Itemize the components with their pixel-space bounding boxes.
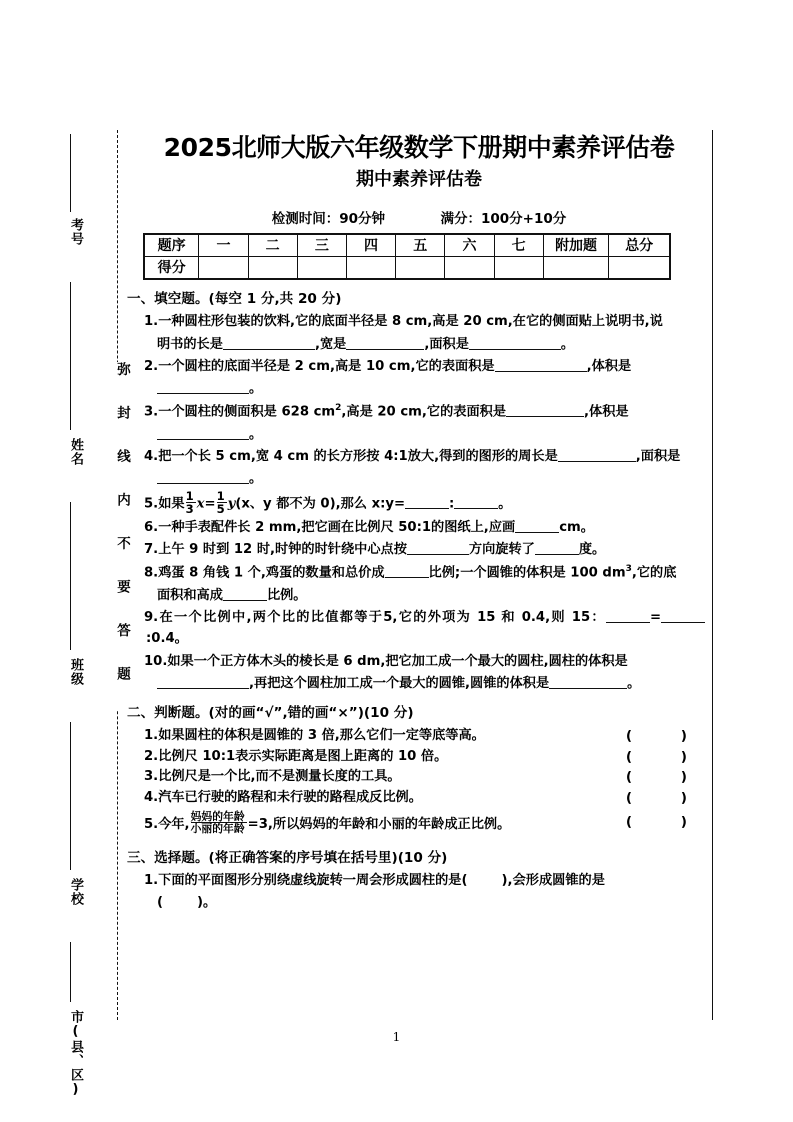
question-fill-9 xyxy=(133,607,705,650)
answer-blank[interactable] xyxy=(223,587,267,601)
score-header-3: 三 xyxy=(297,234,346,257)
fraction-numerator: 1 xyxy=(185,488,194,503)
question-text-a: 一个圆柱的底面半径是 2 cm,高是 10 cm,它的表面积是 xyxy=(158,358,495,374)
question-fill-1-line2 xyxy=(133,334,705,355)
answer-blank[interactable] xyxy=(157,380,249,394)
answer-blank[interactable] xyxy=(157,470,249,484)
question-text-c: :0.4。 xyxy=(146,631,188,647)
question-fill-2-line2 xyxy=(133,378,705,399)
table-row-scores xyxy=(144,256,670,279)
question-text-a: 今年, xyxy=(158,816,190,832)
question-tf-5 xyxy=(133,809,709,836)
answer-blank[interactable] xyxy=(506,403,584,417)
page-subtitle: 期中素养评估卷 xyxy=(356,169,482,191)
question-fill-6 xyxy=(133,517,705,538)
question-mc-1-line2 xyxy=(133,892,705,913)
fraction-one-fifth xyxy=(217,490,227,515)
score-cell-2[interactable] xyxy=(248,256,297,279)
answer-blank[interactable] xyxy=(385,564,429,578)
question-text-b: (x、y 都不为 0),那么 x:y= xyxy=(235,496,405,512)
fraction-numerator: 妈妈的年龄 xyxy=(190,809,245,823)
question-number: 3. xyxy=(144,404,159,420)
seal-label-city-district: 市(县、区) xyxy=(68,1010,83,1098)
seal-warning-text: 弥封线内不要答题 xyxy=(108,362,128,710)
question-fill-3 xyxy=(133,401,705,423)
score-header-2: 二 xyxy=(248,234,297,257)
answer-blank[interactable] xyxy=(606,609,650,623)
answer-blank[interactable] xyxy=(495,358,587,372)
score-header-6: 六 xyxy=(445,234,494,257)
question-text: 一种圆柱形包装的饮料,它的底面半径是 8 cm,高是 20 cm,在它的侧面贴上说明书,说 xyxy=(158,314,663,330)
question-fill-3-line2 xyxy=(133,424,705,445)
exam-time-label: 检测时间：90分钟 xyxy=(271,210,386,227)
answer-blank[interactable] xyxy=(157,426,249,440)
variable-x: x xyxy=(196,496,205,512)
fraction-denominator: 5 xyxy=(216,501,225,516)
answer-blank[interactable] xyxy=(157,675,249,689)
full-score-label: 满分：100分+10分 xyxy=(440,210,567,227)
question-fill-2 xyxy=(133,356,705,377)
question-text-c: ,体积是 xyxy=(584,404,629,420)
seal-rule-3 xyxy=(70,502,71,650)
question-number: 2. xyxy=(144,748,159,764)
seal-rule-5 xyxy=(70,942,71,1002)
superscript-exponent: 3 xyxy=(625,563,632,574)
question-text-c: ,面积是 xyxy=(424,336,469,352)
question-text-a: 下面的平面图形分别绕虚线旋转一周会形成圆柱的是( xyxy=(158,873,468,889)
seal-rule-1 xyxy=(70,134,71,212)
answer-blank[interactable] xyxy=(405,495,449,509)
question-number: 1. xyxy=(144,727,159,743)
seal-label-name: 姓名 xyxy=(68,438,83,466)
question-text-a: 面积和高成 xyxy=(157,587,223,603)
question-number: 6. xyxy=(144,520,159,535)
question-number: 10. xyxy=(144,653,168,669)
answer-blank[interactable] xyxy=(454,495,498,509)
question-text-b: ,高是 20 cm,它的表面积是 xyxy=(341,404,507,420)
question-text: 比例尺是一个比,而不是测量长度的工具。 xyxy=(158,769,401,785)
question-number: 4. xyxy=(144,448,159,464)
question-text: 比例尺 10:1表示实际距离是图上距离的 10 倍。 xyxy=(158,748,448,764)
seal-label-exam-number: 考号 xyxy=(68,218,83,246)
question-text-c: : xyxy=(449,496,455,512)
question-text-a: ,再把这个圆柱加工成一个最大的圆锥,圆锥的体积是 xyxy=(249,676,550,692)
question-text-b: ,宽是 xyxy=(314,336,347,352)
fraction-denominator: 3 xyxy=(185,501,194,516)
question-number: 8. xyxy=(144,565,159,581)
answer-blank[interactable] xyxy=(407,541,469,555)
fraction-one-third xyxy=(186,490,196,515)
question-text-b: =3,所以妈妈的年龄和小丽的年龄成正比例。 xyxy=(247,816,511,832)
question-tf-1 xyxy=(133,726,709,746)
question-text-c: 度。 xyxy=(578,542,606,558)
answer-blank[interactable] xyxy=(535,541,579,555)
right-border-rule xyxy=(712,130,713,1020)
score-header-label: 题序 xyxy=(144,234,199,257)
score-cell-total[interactable] xyxy=(609,256,670,279)
question-text-b: ),会形成圆锥的是 xyxy=(501,873,605,889)
question-fill-10 xyxy=(133,651,705,672)
question-fill-5 xyxy=(133,488,705,516)
question-text-a: 把一个长 5 cm,宽 4 cm 的长方形按 4:1放大,得到的图形的周长是 xyxy=(158,448,558,464)
question-number: 9. xyxy=(144,609,159,625)
question-text-b: ,体积是 xyxy=(586,358,632,374)
question-number: 5. xyxy=(144,816,159,832)
question-text-b: = xyxy=(649,609,661,625)
question-mc-1 xyxy=(133,870,705,891)
question-number: 2. xyxy=(144,358,159,374)
question-text-a: 一种手表配件长 2 mm,把它画在比例尺 50:1的图纸上,应画 xyxy=(158,520,516,535)
question-fill-10-line2 xyxy=(133,673,705,694)
answer-blank[interactable] xyxy=(223,336,315,350)
exam-meta xyxy=(133,207,705,227)
answer-blank[interactable] xyxy=(346,336,424,350)
equals-sign: = xyxy=(204,496,216,512)
question-text-b: 。 xyxy=(627,676,641,692)
score-header-total: 总分 xyxy=(609,234,670,257)
question-text-a: 明书的长是 xyxy=(157,336,223,352)
section-heading-multiple-choice: 三、选择题。(将正确答案的序号填在括号里)(10 分) xyxy=(127,849,448,866)
question-fill-4 xyxy=(133,446,705,467)
seal-line xyxy=(108,130,128,1020)
score-header-1: 一 xyxy=(199,234,248,257)
score-header-4: 四 xyxy=(346,234,395,257)
answer-blank[interactable] xyxy=(549,675,627,689)
score-table xyxy=(143,233,671,280)
question-text-a: 鸡蛋 8 角钱 1 个,鸡蛋的数量和总价成 xyxy=(158,565,385,581)
question-tf-4 xyxy=(133,788,709,808)
superscript-exponent: 2 xyxy=(335,402,342,413)
question-text: 。 xyxy=(249,471,263,487)
question-fill-4-line2 xyxy=(133,468,705,489)
score-cell-1[interactable] xyxy=(199,256,248,279)
question-tf-2 xyxy=(133,747,709,767)
score-cell-6[interactable] xyxy=(445,256,494,279)
score-row-label: 得分 xyxy=(144,256,199,279)
question-tf-3 xyxy=(133,767,709,787)
seal-label-school: 学校 xyxy=(68,878,83,906)
score-header-bonus: 附加题 xyxy=(543,234,609,257)
question-number: 4. xyxy=(144,790,159,806)
question-text-d: 。 xyxy=(498,496,512,512)
question-text-a: 如果一个正方体木头的棱长是 6 dm,把它加工成一个最大的圆柱,圆柱的体积是 xyxy=(167,653,628,669)
answer-parenthesis[interactable]: ( ) xyxy=(625,769,709,786)
question-fill-8 xyxy=(133,562,705,584)
question-number: 1. xyxy=(144,873,159,889)
score-cell-5[interactable] xyxy=(396,256,445,279)
page-title: 2025北师大版六年级数学下册期中素养评估卷 xyxy=(163,133,675,162)
question-text-c: ,它的底 xyxy=(631,565,677,581)
question-text-a: 一个圆柱的侧面积是 628 cm xyxy=(158,404,336,420)
answer-parenthesis[interactable]: ( ) xyxy=(625,727,709,744)
question-text: 汽车已行驶的路程和未行驶的路程成反比例。 xyxy=(158,790,422,806)
score-cell-3[interactable] xyxy=(297,256,346,279)
question-text-a: 如果 xyxy=(158,496,185,512)
table-row-headers xyxy=(144,234,670,257)
question-number: 3. xyxy=(144,769,159,785)
fraction-age-ratio xyxy=(191,811,247,835)
question-text: 。 xyxy=(249,426,263,442)
question-number: 5. xyxy=(144,496,159,512)
question-number: 1. xyxy=(144,314,159,330)
question-text-a: 在一个比例中,两个比的比值都等于5,它的外项为 15 和 0.4,则 15： xyxy=(158,609,606,625)
exam-content xyxy=(127,132,709,915)
seal-rule-2 xyxy=(70,282,71,430)
answer-blank[interactable] xyxy=(558,448,636,462)
score-cell-bonus[interactable] xyxy=(543,256,609,279)
question-text-b: 方向旋转了 xyxy=(468,542,535,558)
section-heading-fill-in-blank: 一、填空题。(每空 1 分,共 20 分) xyxy=(127,290,342,307)
question-number: 7. xyxy=(144,542,159,558)
fraction-denominator: 小丽的年龄 xyxy=(190,822,245,836)
score-cell-4[interactable] xyxy=(346,256,395,279)
question-text-a: 上午 9 时到 12 时,时钟的时针绕中心点按 xyxy=(158,542,407,558)
section-heading-true-false: 二、判断题。(对的画“√”,错的画“×”)(10 分) xyxy=(127,705,414,722)
seal-rule-4 xyxy=(70,722,71,870)
score-header-5: 五 xyxy=(396,234,445,257)
page-number: 1 xyxy=(392,1030,401,1044)
answer-blank[interactable] xyxy=(515,519,559,533)
question-text: 如果圆柱的体积是圆锥的 3 倍,那么它们一定等底等高。 xyxy=(158,727,485,743)
question-text-b: 比例;一个圆锥的体积是 100 dm xyxy=(428,565,626,581)
variable-y: y xyxy=(227,496,236,512)
question-text-b: )。 xyxy=(197,895,217,911)
answer-parenthesis[interactable]: ( ) xyxy=(625,790,709,807)
question-fill-8-line2 xyxy=(133,585,705,606)
answer-blank[interactable] xyxy=(469,336,561,350)
question-text-b: ,面积是 xyxy=(635,448,681,464)
fraction-numerator: 1 xyxy=(216,488,225,503)
question-text-b: cm。 xyxy=(559,520,594,535)
seal-label-class: 班级 xyxy=(68,658,83,686)
score-header-7: 七 xyxy=(494,234,543,257)
question-fill-7 xyxy=(133,539,705,560)
question-text-a: ( xyxy=(157,895,164,911)
question-text-d: 。 xyxy=(560,336,575,352)
score-cell-7[interactable] xyxy=(494,256,543,279)
answer-blank[interactable] xyxy=(661,609,705,623)
question-text: 。 xyxy=(249,381,263,397)
question-text-b: 比例。 xyxy=(266,587,307,603)
answer-parenthesis[interactable]: ( ) xyxy=(625,813,709,830)
answer-parenthesis[interactable]: ( ) xyxy=(625,748,709,765)
question-fill-1 xyxy=(133,311,705,332)
